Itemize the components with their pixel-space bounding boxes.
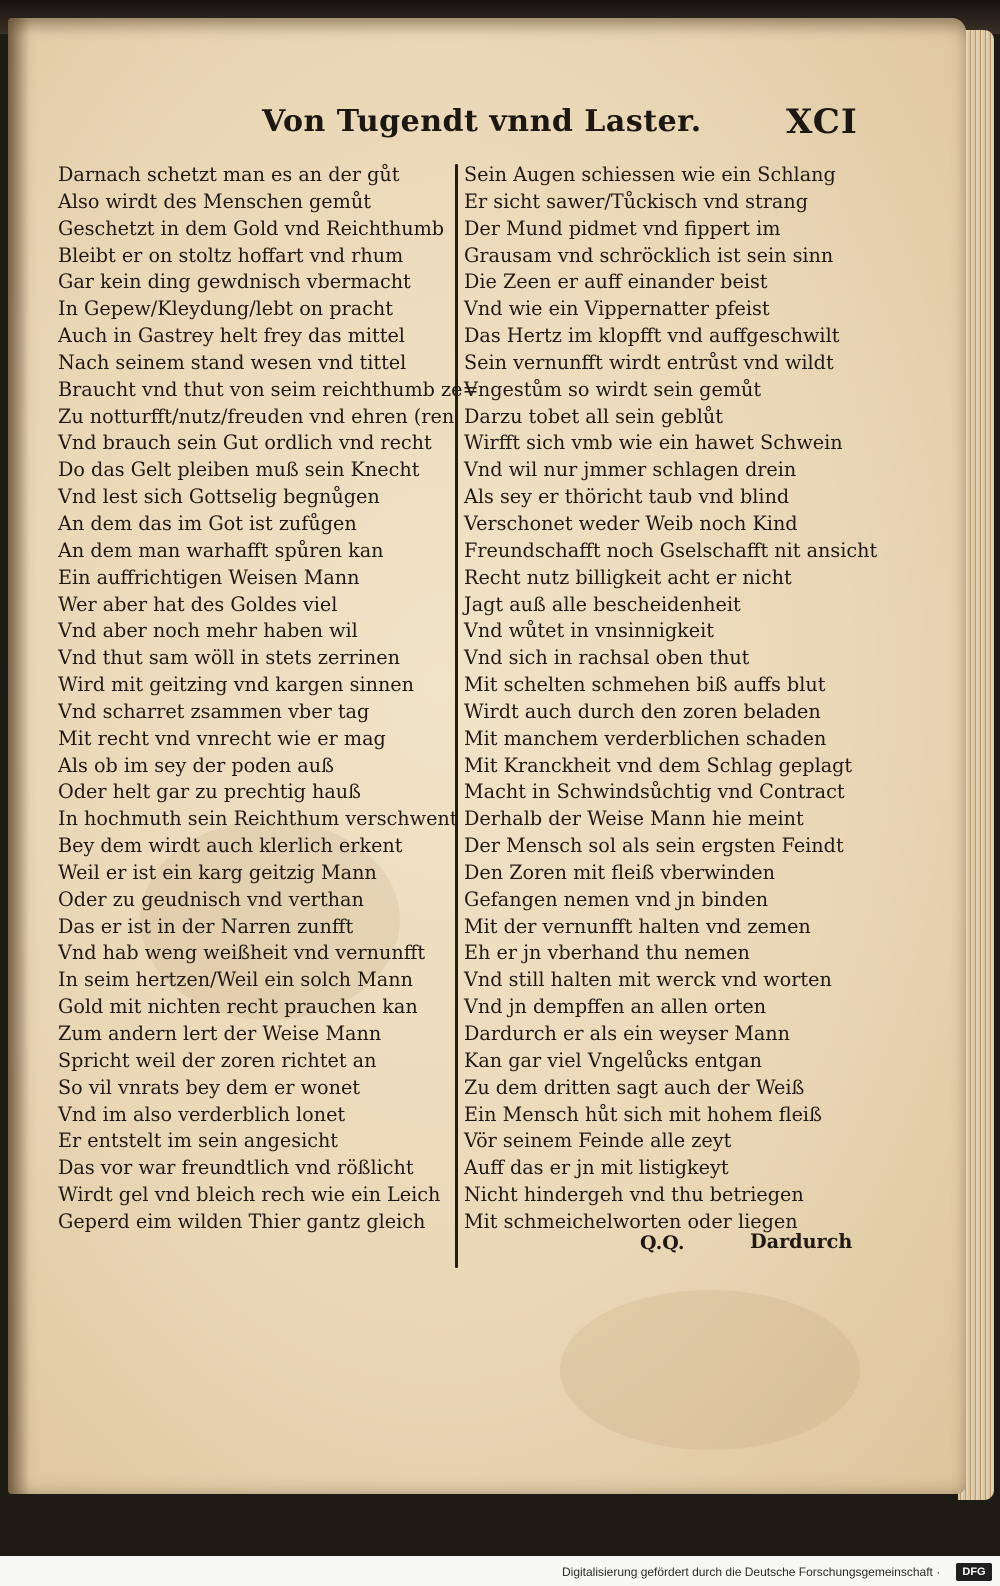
text-line: Mit der vernunfft halten vnd zemen <box>464 914 811 938</box>
text-line: Eh er jn vberhand thu nemen <box>464 941 750 965</box>
text-line: So vil vnrats bey dem er wonet <box>58 1075 361 1099</box>
text-line: Grausam vnd schröcklich ist sein sinn <box>464 243 834 267</box>
text-line: Gar kein ding gewdnisch vbermacht <box>58 270 411 294</box>
text-line: Als ob im sey der poden auß <box>58 753 334 777</box>
text-line: Das Hertz im klopfft vnd auffgeschwilt <box>464 324 840 348</box>
text-line: Mit manchem verderblichen schaden <box>464 726 827 750</box>
text-line: Der Mensch sol als sein ergsten Feindt <box>464 834 844 858</box>
text-line: Das er ist in der Narren zunfft <box>58 914 354 938</box>
running-head: Von Tugendt vnnd Laster. <box>262 104 702 139</box>
text-line: Gefangen nemen vnd jn binden <box>464 887 769 911</box>
folio-number: XCI <box>786 102 858 142</box>
text-line: Weil er ist ein karg geitzig Mann <box>58 860 377 884</box>
text-line: In Gepew/Kleydung/lebt on pracht <box>58 297 393 321</box>
text-line: Vnd wil nur jmmer schlagen drein <box>464 458 797 482</box>
text-line: Er sicht sawer/Tůckisch vnd strang <box>464 189 808 213</box>
text-line: Wirfft sich vmb wie ein hawet Schwein <box>464 431 843 455</box>
text-line: Sein Augen schiessen wie ein Schlang <box>464 163 836 186</box>
text-line: Das vor war freundtlich vnd rößlicht <box>58 1156 414 1180</box>
catchword: Dardurch <box>750 1230 853 1253</box>
text-line: Vngestům so wirdt sein gemůt <box>464 377 762 401</box>
text-line: Geschetzt in dem Gold vnd Reichthumb <box>58 216 445 240</box>
text-line: Er entstelt im sein angesicht <box>58 1129 339 1153</box>
text-line: Vnd wůtet in vnsinnigkeit <box>464 619 714 643</box>
text-line: Ein Mensch hůt sich mit hohem fleiß <box>464 1102 822 1126</box>
text-line: Geperd eim wilden Thier gantz gleich <box>58 1209 426 1233</box>
text-line: Jagt auß alle bescheidenheit <box>464 592 741 616</box>
text-line: Kan gar viel Vngelůcks entgan <box>464 1048 762 1072</box>
text-line: Recht nutz billigkeit acht er nicht <box>464 565 792 589</box>
text-line: Verschonet weder Weib noch Kind <box>464 511 798 535</box>
text-line: Den Zoren mit fleiß vberwinden <box>464 860 775 884</box>
text-line: Vnd still halten mit werck vnd worten <box>464 968 832 992</box>
text-line: Vnd hab weng weißheit vnd vernunfft <box>58 941 426 965</box>
signature-mark: Q.Q. <box>640 1232 685 1254</box>
text-line: Oder zu geudnisch vnd verthan <box>58 887 364 911</box>
text-line: Spricht weil der zoren richtet an <box>58 1048 377 1072</box>
text-line: Vnd jn dempffen an allen orten <box>464 995 767 1019</box>
text-line: In seim hertzen/Weil ein solch Mann <box>58 968 413 992</box>
right-text-column <box>464 162 878 1236</box>
text-line: Bleibt er on stoltz hoffart vnd rhum <box>58 243 404 267</box>
text-line: Derhalb der Weise Mann hie meint <box>464 807 804 831</box>
text-line: Darnach schetzt man es an der gůt <box>58 163 400 186</box>
gutter-shadow <box>8 18 30 1494</box>
text-line: Wer aber hat des Goldes viel <box>58 592 338 616</box>
text-line: An dem das im Got ist zufůgen <box>58 511 357 535</box>
text-line: Vnd sich in rachsal oben thut <box>464 646 750 670</box>
text-line: Vnd thut sam wöll in stets zerrinen <box>58 646 400 670</box>
digitization-credit: Digitalisierung gefördert durch die Deutsche Forschungsgemeinschaft · <box>562 1565 941 1579</box>
text-line: Wirdt auch durch den zoren beladen <box>464 699 821 723</box>
text-line: Braucht vnd thut von seim reichthumb ze= <box>58 377 479 401</box>
text-line: Darzu tobet all sein geblůt <box>464 404 724 428</box>
text-line: Vnd wie ein Vippernatter pfeist <box>464 297 770 321</box>
text-line: Vnd brauch sein Gut ordlich vnd recht <box>58 431 432 455</box>
text-line: Ein auffrichtigen Weisen Mann <box>58 565 360 589</box>
text-line: Vnd scharret zsammen vber tag <box>58 699 370 723</box>
text-line: Zu dem dritten sagt auch der Weiß <box>464 1075 805 1099</box>
text-line: Wirdt gel vnd bleich rech wie ein Leich <box>58 1183 441 1207</box>
text-line: Als sey er thöricht taub vnd blind <box>464 485 790 509</box>
text-line: An dem man warhafft spůren kan <box>58 538 384 562</box>
text-line: Nach seinem stand wesen vnd tittel <box>58 350 407 374</box>
text-line: Macht in Schwindsůchtig vnd Contract <box>464 780 845 804</box>
text-line: Vnd lest sich Gottselig begnůgen <box>58 485 380 509</box>
text-line: Vör seinem Feinde alle zeyt <box>464 1129 732 1153</box>
text-line: Wird mit geitzing vnd kargen sinnen <box>58 673 415 697</box>
text-line: Mit Kranckheit vnd dem Schlag geplagt <box>464 753 853 777</box>
left-text-column <box>58 162 479 1236</box>
text-line: Zum andern lert der Weise Mann <box>58 1022 382 1045</box>
text-line: Nicht hindergeh vnd thu betriegen <box>464 1183 804 1207</box>
text-line: Die Zeen er auff einander beist <box>464 270 768 294</box>
text-line: Mit schmeichelworten oder liegen <box>464 1209 798 1233</box>
text-line: Mit schelten schmehen biß auffs blut <box>464 673 826 697</box>
text-line: Do das Gelt pleiben muß sein Knecht <box>58 458 420 482</box>
text-line: Dardurch er als ein weyser Mann <box>464 1022 791 1045</box>
text-line: Sein vernunfft wirdt entrůst vnd wildt <box>464 350 834 374</box>
text-line: Der Mund pidmet vnd fippert im <box>464 216 781 240</box>
paper-stain <box>560 1290 860 1450</box>
text-line: Auff das er jn mit listigkeyt <box>464 1156 729 1180</box>
text-line: Vnd im also verderblich lonet <box>58 1102 346 1126</box>
text-line: Gold mit nichten recht prauchen kan <box>58 995 418 1019</box>
text-line: Auch in Gastrey helt frey das mittel <box>58 324 405 348</box>
text-line: Oder helt gar zu prechtig hauß <box>58 780 361 804</box>
text-line: Vnd aber noch mehr haben wil <box>58 619 358 643</box>
text-line: Zu notturfft/nutz/freuden vnd ehren (ren <box>58 404 455 428</box>
dfg-logo: DFG <box>956 1563 992 1581</box>
text-line: Also wirdt des Menschen gemůt <box>58 189 371 213</box>
text-line: In hochmuth sein Reichthum verschwent <box>58 807 458 831</box>
text-line: Bey dem wirdt auch klerlich erkent <box>58 834 403 858</box>
text-line: Freundschafft noch Gselschafft nit ansicht <box>464 538 878 562</box>
text-line: Mit recht vnd vnrecht wie er mag <box>58 726 386 750</box>
